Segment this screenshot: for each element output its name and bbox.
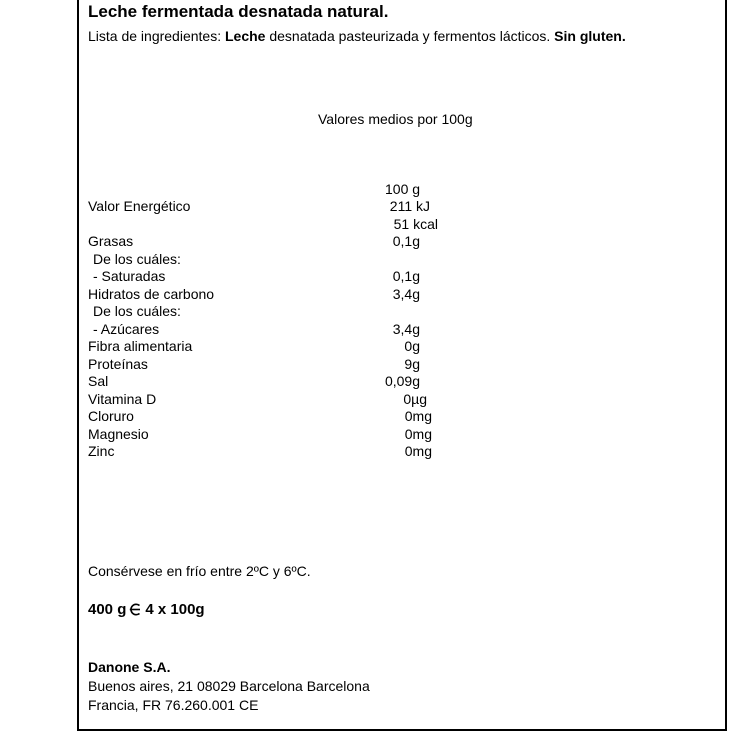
- nutrient-label: - Saturadas: [93, 268, 166, 284]
- ingredients-list: [88, 27, 713, 46]
- nutrition-heading: Valores medios por 100g: [318, 111, 473, 127]
- nutrient-label: Fibra alimentaria: [88, 338, 193, 354]
- ingredients-bold-milk: Leche: [224, 28, 266, 44]
- net-weight-pack: 4 x 100g: [145, 601, 205, 618]
- nutrient-value: 0,1g: [392, 233, 420, 249]
- nutrient-label: Valor Energético: [88, 198, 191, 214]
- nutrient-label: Cloruro: [88, 408, 134, 424]
- company-address-line2: Francia, FR 76.260.001 CE: [88, 697, 259, 713]
- company-name: Danone S.A.: [88, 659, 171, 675]
- nutrient-value: 0,1g: [392, 268, 420, 284]
- nutrient-value: 0mg: [404, 408, 432, 424]
- nutrient-value: 0,09g: [384, 373, 420, 389]
- nutrient-value: 0g: [404, 338, 420, 354]
- nutrient-label: Magnesio: [88, 426, 149, 442]
- company-address-line1: Buenos aires, 21 08029 Barcelona Barcelona: [88, 678, 370, 694]
- nutrient-label: De los cuáles:: [93, 303, 181, 319]
- nutrient-label: Sal: [88, 373, 109, 389]
- nutrient-label: De los cuáles:: [93, 251, 181, 267]
- storage-instructions: Consérvese en frío entre 2ºC y 6ºC.: [88, 563, 311, 579]
- nutrient-label: Hidratos de carbono: [88, 286, 215, 302]
- gluten-free-note: Sin gluten.: [554, 28, 626, 44]
- nutrient-label: Grasas: [88, 233, 134, 249]
- net-weight: [88, 601, 205, 618]
- nutrient-label: Vitamina D: [88, 391, 157, 407]
- nutrient-value: 3,4g: [392, 321, 420, 337]
- nutrient-label: - Azúcares: [93, 321, 160, 337]
- ingredients-middle: desnatada pasteurizada y fermentos lácticos.: [265, 28, 555, 44]
- estimated-sign-icon: [128, 602, 142, 617]
- nutrition-per-100g-header: 100 g: [385, 181, 421, 197]
- nutrient-value: 0µg: [403, 391, 427, 407]
- nutrient-value: 0mg: [404, 426, 432, 442]
- nutrient-label: Proteínas: [88, 356, 148, 372]
- nutrient-label: Zinc: [88, 443, 115, 459]
- nutrient-value: 211 kJ: [389, 198, 430, 214]
- nutrient-value: 0mg: [404, 443, 432, 459]
- product-name: Leche fermentada desnatada natural.: [88, 2, 389, 21]
- nutrient-value: 51 kcal: [393, 216, 438, 232]
- net-weight-total: 400 g: [88, 601, 127, 618]
- nutrient-value: 3,4g: [392, 286, 420, 302]
- ingredients-prefix: Lista de ingredientes:: [88, 28, 225, 44]
- nutrient-value: 9g: [404, 356, 420, 372]
